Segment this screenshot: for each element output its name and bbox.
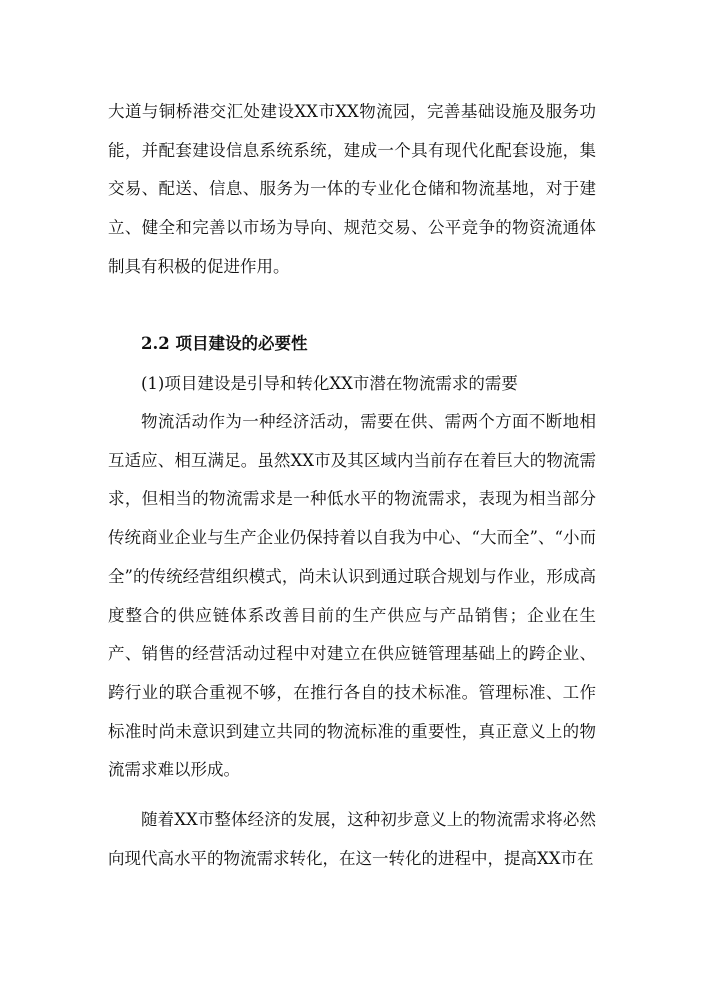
section-heading: 2.2 项目建设的必要性 [141, 334, 308, 353]
subsection-heading: (1)项目建设是引导和转化XX市潜在物流需求的需要 [141, 374, 518, 393]
paragraph-continuation: 随着XX市整体经济的发展，这种初步意义上的物流需求将必然向现代高水平的物流需求转化，在这一转化的进程中，提高XX市在 [108, 810, 596, 868]
paragraph-body: 物流活动作为一种经济活动，需要在供、需两个方面不断地相互适应、相互满足。虽然XX市及其区域内当前存在着巨大的物流需求，但相当的物流需求是一种低水平的物流需求，表现为相当部分传统商业企业与生产企业仍保持着以自我为中心、“大而全”、“小而全”的传统经营组织模式，尚未认识到通过联合规划与作业，形成高度整合的供应链体系改善目前的生产供应与产品销售；企业在生产、销售的经营活动过程中对建立在供应链管理基础上的跨企业、跨行业的联合重视不够，在推行各自的技术标准。管理标准、工作标准时尚未意识到建立共同的物流标准的重要性，真正意义上的物流需求难以形成。 [108, 412, 596, 780]
paragraph-intro: 大道与铜桥港交汇处建设XX市XX物流园，完善基础设施及服务功能，并配套建设信息系统系统，建成一个具有现代化配套设施，集交易、配送、信息、服务为一体的专业化仓储和物流基地，对于建立、健全和完善以市场为导向、规范交易、公平竞争的物资流通体制具有积极的促进作用。 [108, 102, 596, 276]
